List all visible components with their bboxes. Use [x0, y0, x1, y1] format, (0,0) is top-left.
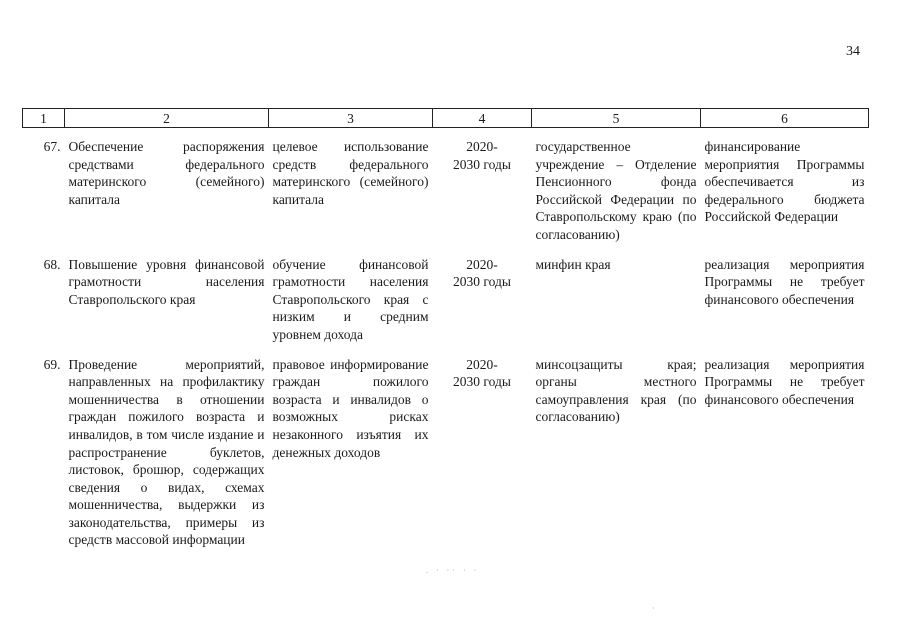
activity-cell: Проведение мероприятий, направленных на профилактику мошенничества в отношении граждан пожилого возраста и инвалидов, в том числе издание и распространение буклетов, листовок, брошюр, содержащих сведения о видах, схемах мошенничества, выдержки из законодательства, примеры из средств массовой информации: [68, 356, 265, 548]
table-row: [23, 356, 869, 562]
column-number: 3: [269, 109, 433, 128]
row-number: 67.: [43, 139, 61, 154]
result-cell: правовое информирование граждан пожилого возраста и инвалидов о возможных рисках незаконного изъятия их денежных доходов: [272, 356, 429, 460]
executor-cell: минсоцзащиты края; органы местного самоуправления края (по согласованию): [535, 356, 697, 425]
column-number: 2: [65, 109, 269, 128]
column-number: 4: [433, 109, 532, 128]
activities-table: [22, 108, 869, 561]
result-cell: обучение финансовой грамотности населения Ставропольского края с низким и средним уровнем дохода: [272, 256, 429, 342]
period-cell: [433, 356, 532, 562]
funding-cell: финансирование мероприятия Программы обеспечивается из федерального бюджета Российской Федерации: [704, 139, 865, 225]
funding-cell: реализация мероприятия Программы не требует финансового обеспечения: [704, 356, 865, 407]
period-text: 2020- 2030 годы: [453, 139, 511, 172]
column-number-row: [23, 109, 869, 128]
result-cell: целевое использование средств федерального материнского (семейного) капитала: [272, 139, 429, 207]
funding-cell: реализация мероприятия Программы не требует финансового обеспечения: [704, 256, 865, 307]
scan-speckle: ·: [652, 604, 658, 613]
activity-cell: Обеспечение распоряжения средствами федерального материнского (семейного) капитала: [68, 139, 265, 207]
activity-cell: Повышение уровня финансовой грамотности населения Ставропольского края: [68, 256, 265, 307]
period-text: 2020- 2030 годы: [453, 256, 511, 290]
scan-speckle: . · ·· · ·: [426, 566, 480, 575]
executor-cell: государственное учреждение – Отделение Пенсионного фонда Российской Федерации по Ставропольскому краю (по согласованию): [535, 139, 697, 242]
row-number: 69.: [43, 356, 61, 372]
column-number: 5: [532, 109, 701, 128]
period-cell: [433, 128, 532, 256]
period-cell: [433, 256, 532, 356]
executor-cell: минфин края: [535, 256, 611, 272]
row-number: 68.: [43, 256, 61, 272]
page-number: 34: [846, 44, 860, 59]
column-number: 1: [23, 109, 65, 128]
program-activities-table: [22, 108, 868, 561]
table-row: [23, 128, 869, 256]
column-number: 6: [701, 109, 869, 128]
table-row: [23, 256, 869, 356]
period-text: 2020- 2030 годы: [453, 356, 511, 390]
